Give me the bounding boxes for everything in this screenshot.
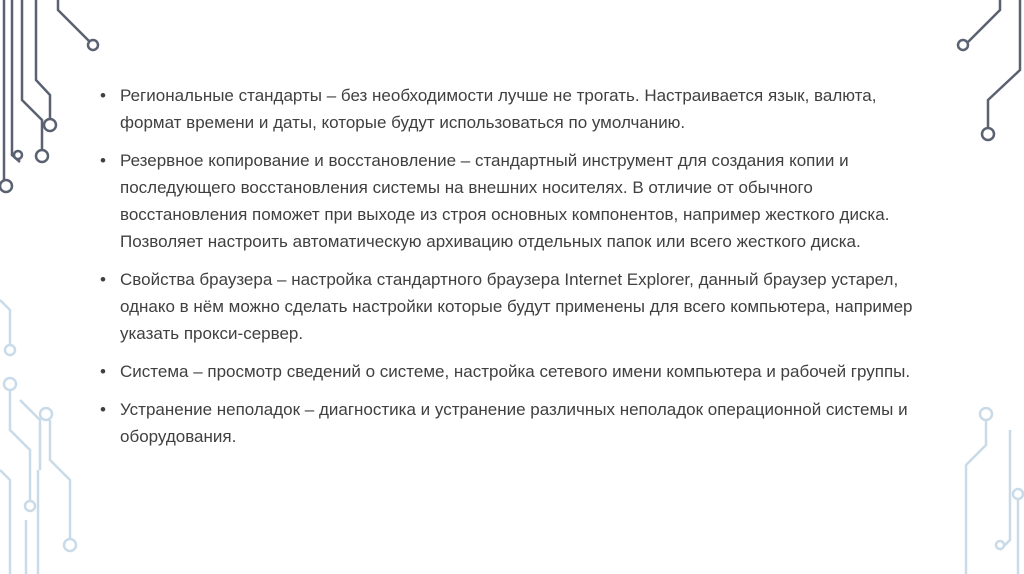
bullet-marker: • bbox=[100, 86, 106, 105]
bullet-browser-properties bbox=[100, 266, 920, 347]
circuit-bottom-left bbox=[0, 300, 76, 574]
bullet-troubleshooting bbox=[100, 396, 920, 450]
circuit-top-left bbox=[0, 0, 98, 192]
bullet-list bbox=[100, 82, 920, 450]
bullet-text: Система – просмотр сведений о системе, настройка сетевого имени компьютера и рабочей группы. bbox=[120, 362, 911, 381]
slide-content bbox=[100, 82, 920, 461]
bullet-regional-standards bbox=[100, 82, 920, 136]
circuit-bottom-right bbox=[966, 408, 1023, 574]
bullet-marker: • bbox=[100, 270, 106, 289]
bullet-text: Региональные стандарты – без необходимости лучше не трогать. Настраивается язык, валюта, формат времени и даты, которые будут использоваться по умолчанию. bbox=[120, 86, 877, 132]
bullet-system bbox=[100, 358, 920, 385]
bullet-marker: • bbox=[100, 151, 106, 170]
bullet-backup-restore bbox=[100, 147, 920, 255]
bullet-text: Устранение неполадок – диагностика и устранение различных неполадок операционной системы и оборудования. bbox=[120, 400, 908, 446]
bullet-marker: • bbox=[100, 400, 106, 419]
bullet-text: Свойства браузера – настройка стандартного браузера Internet Explorer, данный браузер устарел, однако в нём можно сделать настройки которые будут применены для всего компьютера, например указать прокси-сервер. bbox=[120, 270, 913, 343]
bullet-marker: • bbox=[100, 362, 106, 381]
circuit-top-right bbox=[958, 0, 1020, 140]
bullet-text: Резервное копирование и восстановление – стандартный инструмент для создания копии и последующего восстановления системы на внешних носителях. В отличие от обычного восстановления поможет при выходе из строя основных компонентов, например жесткого диска. Позволяет настроить автоматическую архивацию отдельных папок или всего жесткого диска. bbox=[120, 151, 890, 251]
